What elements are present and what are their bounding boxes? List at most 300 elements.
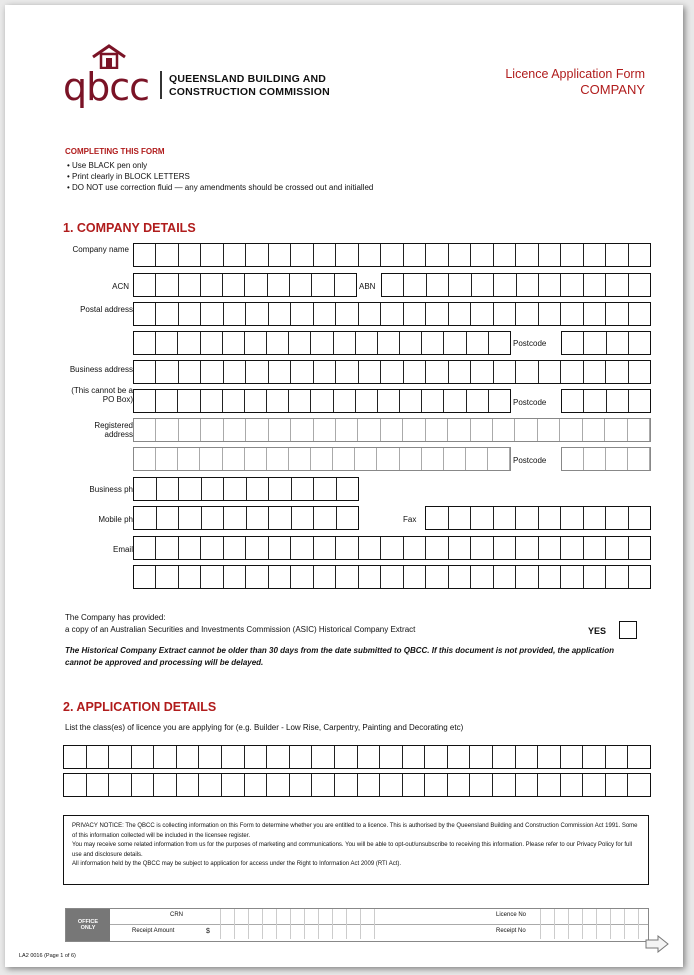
- char-box[interactable]: [134, 361, 156, 383]
- char-box[interactable]: [314, 361, 336, 383]
- char-box[interactable]: [245, 274, 267, 296]
- char-box[interactable]: [156, 390, 178, 412]
- char-box[interactable]: [247, 478, 270, 500]
- char-box[interactable]: [516, 774, 539, 796]
- mobile-phone-boxes[interactable]: [133, 506, 359, 530]
- char-box[interactable]: [336, 566, 358, 588]
- char-box[interactable]: [561, 746, 584, 768]
- char-box[interactable]: [291, 361, 313, 383]
- char-box[interactable]: [290, 274, 312, 296]
- char-box[interactable]: [358, 774, 381, 796]
- char-box[interactable]: [291, 537, 313, 559]
- char-box[interactable]: [289, 390, 311, 412]
- char-box[interactable]: [629, 361, 650, 383]
- char-box[interactable]: [629, 244, 650, 266]
- char-box[interactable]: [606, 774, 629, 796]
- char-box[interactable]: [333, 448, 355, 470]
- char-box[interactable]: [269, 507, 292, 529]
- char-box[interactable]: [493, 746, 516, 768]
- char-box[interactable]: [245, 746, 268, 768]
- char-box[interactable]: [134, 566, 156, 588]
- char-box[interactable]: [539, 303, 561, 325]
- char-box[interactable]: [312, 274, 334, 296]
- char-box[interactable]: [179, 419, 201, 441]
- char-box[interactable]: [449, 537, 471, 559]
- char-box[interactable]: [223, 332, 245, 354]
- char-box[interactable]: [560, 419, 582, 441]
- char-box[interactable]: [467, 332, 489, 354]
- char-box[interactable]: [267, 448, 289, 470]
- char-box[interactable]: [538, 774, 561, 796]
- char-box[interactable]: [314, 537, 336, 559]
- char-box[interactable]: [335, 746, 358, 768]
- char-box[interactable]: [336, 244, 358, 266]
- char-box[interactable]: [292, 478, 315, 500]
- char-box[interactable]: [448, 746, 471, 768]
- char-box[interactable]: [561, 303, 583, 325]
- char-box[interactable]: [224, 244, 246, 266]
- postal-address-boxes-2[interactable]: [133, 331, 511, 355]
- char-box[interactable]: [516, 303, 538, 325]
- char-box[interactable]: [561, 274, 583, 296]
- char-box[interactable]: [584, 507, 607, 529]
- char-box[interactable]: [606, 448, 628, 470]
- char-box[interactable]: [629, 303, 650, 325]
- char-box[interactable]: [584, 244, 606, 266]
- char-box[interactable]: [269, 361, 291, 383]
- char-box[interactable]: [467, 390, 489, 412]
- char-box[interactable]: [381, 537, 403, 559]
- char-box[interactable]: [314, 566, 336, 588]
- char-box[interactable]: [359, 537, 381, 559]
- char-box[interactable]: [267, 746, 290, 768]
- char-box[interactable]: [134, 303, 156, 325]
- char-box[interactable]: [629, 332, 650, 354]
- char-box[interactable]: [178, 390, 200, 412]
- char-box[interactable]: [422, 390, 444, 412]
- char-box[interactable]: [381, 566, 403, 588]
- char-box[interactable]: [584, 303, 606, 325]
- char-box[interactable]: [247, 507, 270, 529]
- char-box[interactable]: [382, 274, 404, 296]
- char-box[interactable]: [311, 332, 333, 354]
- char-box[interactable]: [269, 566, 291, 588]
- char-box[interactable]: [449, 303, 471, 325]
- char-box[interactable]: [516, 507, 539, 529]
- char-box[interactable]: [606, 303, 628, 325]
- char-box[interactable]: [312, 774, 335, 796]
- char-box[interactable]: [628, 774, 650, 796]
- char-box[interactable]: [494, 537, 516, 559]
- char-box[interactable]: [199, 774, 222, 796]
- char-box[interactable]: [471, 419, 493, 441]
- char-box[interactable]: [449, 566, 471, 588]
- char-box[interactable]: [380, 746, 403, 768]
- char-box[interactable]: [562, 332, 584, 354]
- char-box[interactable]: [448, 774, 471, 796]
- char-box[interactable]: [337, 478, 359, 500]
- char-box[interactable]: [177, 746, 200, 768]
- char-box[interactable]: [606, 746, 629, 768]
- char-box[interactable]: [425, 746, 448, 768]
- char-box[interactable]: [87, 774, 110, 796]
- char-box[interactable]: [606, 537, 628, 559]
- char-box[interactable]: [179, 274, 201, 296]
- char-box[interactable]: [177, 774, 200, 796]
- char-box[interactable]: [201, 537, 223, 559]
- licence-class-boxes-2[interactable]: [63, 773, 651, 797]
- char-box[interactable]: [562, 390, 584, 412]
- char-box[interactable]: [156, 537, 178, 559]
- char-box[interactable]: [200, 448, 222, 470]
- char-box[interactable]: [336, 419, 358, 441]
- char-box[interactable]: [494, 274, 516, 296]
- char-box[interactable]: [179, 303, 201, 325]
- char-box[interactable]: [179, 361, 201, 383]
- char-box[interactable]: [154, 746, 177, 768]
- char-box[interactable]: [156, 566, 178, 588]
- char-box[interactable]: [355, 448, 377, 470]
- char-box[interactable]: [179, 537, 201, 559]
- char-box[interactable]: [358, 419, 380, 441]
- char-box[interactable]: [539, 566, 561, 588]
- registered-address-boxes-1[interactable]: [133, 418, 651, 442]
- char-box[interactable]: [246, 566, 268, 588]
- char-box[interactable]: [378, 332, 400, 354]
- char-box[interactable]: [201, 303, 223, 325]
- char-box[interactable]: [199, 746, 222, 768]
- business-postcode-boxes[interactable]: [561, 389, 651, 413]
- postal-postcode-boxes[interactable]: [561, 331, 651, 355]
- char-box[interactable]: [157, 507, 180, 529]
- char-box[interactable]: [584, 390, 606, 412]
- char-box[interactable]: [222, 746, 245, 768]
- char-box[interactable]: [337, 507, 359, 529]
- char-box[interactable]: [628, 746, 650, 768]
- char-box[interactable]: [201, 390, 223, 412]
- char-box[interactable]: [404, 244, 426, 266]
- char-box[interactable]: [629, 566, 650, 588]
- char-box[interactable]: [404, 303, 426, 325]
- char-box[interactable]: [607, 390, 629, 412]
- char-box[interactable]: [444, 390, 466, 412]
- char-box[interactable]: [381, 419, 403, 441]
- char-box[interactable]: [291, 244, 313, 266]
- char-box[interactable]: [156, 448, 178, 470]
- char-box[interactable]: [400, 332, 422, 354]
- char-box[interactable]: [291, 419, 313, 441]
- char-box[interactable]: [494, 507, 517, 529]
- char-box[interactable]: [314, 244, 336, 266]
- char-box[interactable]: [311, 390, 333, 412]
- char-box[interactable]: [494, 244, 516, 266]
- char-box[interactable]: [311, 448, 333, 470]
- char-box[interactable]: [489, 332, 510, 354]
- char-box[interactable]: [156, 274, 178, 296]
- char-box[interactable]: [268, 274, 290, 296]
- char-box[interactable]: [224, 507, 247, 529]
- char-box[interactable]: [449, 244, 471, 266]
- char-box[interactable]: [584, 361, 606, 383]
- char-box[interactable]: [444, 448, 466, 470]
- char-box[interactable]: [201, 361, 223, 383]
- char-box[interactable]: [629, 274, 650, 296]
- char-box[interactable]: [400, 390, 422, 412]
- char-box[interactable]: [449, 274, 471, 296]
- char-box[interactable]: [494, 566, 516, 588]
- char-box[interactable]: [289, 448, 311, 470]
- char-box[interactable]: [605, 419, 627, 441]
- char-box[interactable]: [109, 774, 132, 796]
- char-box[interactable]: [444, 332, 466, 354]
- char-box[interactable]: [292, 507, 315, 529]
- char-box[interactable]: [356, 332, 378, 354]
- char-box[interactable]: [134, 419, 156, 441]
- char-box[interactable]: [494, 303, 516, 325]
- char-box[interactable]: [334, 390, 356, 412]
- char-box[interactable]: [538, 419, 560, 441]
- char-box[interactable]: [606, 507, 629, 529]
- char-box[interactable]: [291, 303, 313, 325]
- char-box[interactable]: [494, 361, 516, 383]
- char-box[interactable]: [381, 303, 403, 325]
- char-box[interactable]: [381, 244, 403, 266]
- char-box[interactable]: [561, 244, 583, 266]
- char-box[interactable]: [267, 390, 289, 412]
- char-box[interactable]: [471, 361, 493, 383]
- char-box[interactable]: [628, 419, 650, 441]
- business-address-boxes-1[interactable]: [133, 360, 651, 384]
- char-box[interactable]: [425, 774, 448, 796]
- char-box[interactable]: [539, 244, 561, 266]
- char-box[interactable]: [629, 537, 650, 559]
- char-box[interactable]: [335, 274, 356, 296]
- char-box[interactable]: [201, 274, 223, 296]
- char-box[interactable]: [584, 448, 606, 470]
- char-box[interactable]: [246, 537, 268, 559]
- char-box[interactable]: [561, 774, 584, 796]
- asic-yes-checkbox[interactable]: [619, 621, 637, 639]
- char-box[interactable]: [269, 419, 291, 441]
- char-box[interactable]: [201, 244, 223, 266]
- char-box[interactable]: [606, 244, 628, 266]
- char-box[interactable]: [583, 774, 606, 796]
- char-box[interactable]: [178, 332, 200, 354]
- char-box[interactable]: [178, 448, 200, 470]
- char-box[interactable]: [223, 390, 245, 412]
- char-box[interactable]: [471, 566, 493, 588]
- char-box[interactable]: [269, 244, 291, 266]
- email-boxes-2[interactable]: [133, 565, 651, 589]
- char-box[interactable]: [489, 390, 510, 412]
- char-box[interactable]: [157, 478, 180, 500]
- char-box[interactable]: [314, 507, 337, 529]
- char-box[interactable]: [629, 390, 650, 412]
- char-box[interactable]: [223, 448, 245, 470]
- char-box[interactable]: [291, 566, 313, 588]
- char-box[interactable]: [245, 390, 267, 412]
- char-box[interactable]: [449, 361, 471, 383]
- char-box[interactable]: [179, 507, 202, 529]
- char-box[interactable]: [87, 746, 110, 768]
- char-box[interactable]: [64, 774, 87, 796]
- char-box[interactable]: [335, 774, 358, 796]
- char-box[interactable]: [404, 566, 426, 588]
- char-box[interactable]: [516, 746, 539, 768]
- business-phone-boxes[interactable]: [133, 477, 359, 501]
- char-box[interactable]: [403, 419, 425, 441]
- char-box[interactable]: [449, 507, 472, 529]
- char-box[interactable]: [134, 537, 156, 559]
- char-box[interactable]: [378, 390, 400, 412]
- char-box[interactable]: [606, 361, 628, 383]
- char-box[interactable]: [201, 566, 223, 588]
- char-box[interactable]: [400, 448, 422, 470]
- licence-class-boxes-1[interactable]: [63, 745, 651, 769]
- char-box[interactable]: [156, 361, 178, 383]
- char-box[interactable]: [377, 448, 399, 470]
- char-box[interactable]: [314, 419, 336, 441]
- char-box[interactable]: [246, 419, 268, 441]
- char-box[interactable]: [179, 566, 201, 588]
- char-box[interactable]: [224, 361, 246, 383]
- char-box[interactable]: [584, 332, 606, 354]
- char-box[interactable]: [267, 774, 290, 796]
- char-box[interactable]: [245, 774, 268, 796]
- char-box[interactable]: [471, 244, 493, 266]
- abn-boxes[interactable]: [381, 273, 651, 297]
- acn-boxes[interactable]: [133, 273, 357, 297]
- char-box[interactable]: [584, 566, 606, 588]
- char-box[interactable]: [134, 332, 156, 354]
- char-box[interactable]: [583, 419, 605, 441]
- char-box[interactable]: [269, 537, 291, 559]
- char-box[interactable]: [538, 746, 561, 768]
- char-box[interactable]: [606, 274, 628, 296]
- company-name-boxes[interactable]: [133, 243, 651, 267]
- char-box[interactable]: [584, 274, 606, 296]
- char-box[interactable]: [132, 774, 155, 796]
- char-box[interactable]: [223, 274, 245, 296]
- char-box[interactable]: [562, 448, 584, 470]
- char-box[interactable]: [336, 303, 358, 325]
- char-box[interactable]: [561, 361, 583, 383]
- char-box[interactable]: [404, 537, 426, 559]
- char-box[interactable]: [202, 478, 225, 500]
- char-box[interactable]: [359, 566, 381, 588]
- char-box[interactable]: [427, 274, 449, 296]
- char-box[interactable]: [224, 537, 246, 559]
- char-box[interactable]: [336, 361, 358, 383]
- next-page-arrow-icon[interactable]: [645, 935, 669, 953]
- char-box[interactable]: [539, 537, 561, 559]
- char-box[interactable]: [134, 448, 156, 470]
- char-box[interactable]: [64, 746, 87, 768]
- email-boxes-1[interactable]: [133, 536, 651, 560]
- char-box[interactable]: [628, 448, 650, 470]
- business-address-boxes-2[interactable]: [133, 389, 511, 413]
- char-box[interactable]: [539, 361, 561, 383]
- char-box[interactable]: [470, 774, 493, 796]
- char-box[interactable]: [359, 244, 381, 266]
- char-box[interactable]: [179, 478, 202, 500]
- char-box[interactable]: [314, 478, 337, 500]
- char-box[interactable]: [426, 244, 448, 266]
- char-box[interactable]: [426, 361, 448, 383]
- char-box[interactable]: [422, 448, 444, 470]
- char-box[interactable]: [156, 244, 178, 266]
- char-box[interactable]: [404, 361, 426, 383]
- char-box[interactable]: [471, 537, 493, 559]
- char-box[interactable]: [561, 507, 584, 529]
- char-box[interactable]: [222, 774, 245, 796]
- char-box[interactable]: [201, 332, 223, 354]
- char-box[interactable]: [403, 774, 426, 796]
- char-box[interactable]: [561, 566, 583, 588]
- char-box[interactable]: [516, 244, 538, 266]
- char-box[interactable]: [156, 332, 178, 354]
- char-box[interactable]: [245, 332, 267, 354]
- char-box[interactable]: [246, 303, 268, 325]
- char-box[interactable]: [201, 419, 223, 441]
- char-box[interactable]: [404, 274, 426, 296]
- char-box[interactable]: [356, 390, 378, 412]
- char-box[interactable]: [202, 507, 225, 529]
- char-box[interactable]: [290, 746, 313, 768]
- char-box[interactable]: [516, 566, 538, 588]
- char-box[interactable]: [607, 332, 629, 354]
- char-box[interactable]: [426, 303, 448, 325]
- char-box[interactable]: [380, 774, 403, 796]
- char-box[interactable]: [267, 332, 289, 354]
- char-box[interactable]: [516, 361, 538, 383]
- char-box[interactable]: [470, 746, 493, 768]
- char-box[interactable]: [539, 507, 562, 529]
- char-box[interactable]: [516, 537, 538, 559]
- char-box[interactable]: [134, 244, 156, 266]
- char-box[interactable]: [426, 537, 448, 559]
- registered-postcode-boxes[interactable]: [561, 447, 651, 471]
- char-box[interactable]: [245, 448, 267, 470]
- char-box[interactable]: [517, 274, 539, 296]
- char-box[interactable]: [109, 746, 132, 768]
- char-box[interactable]: [471, 507, 494, 529]
- fax-boxes[interactable]: [425, 506, 651, 530]
- char-box[interactable]: [583, 746, 606, 768]
- char-box[interactable]: [134, 390, 156, 412]
- char-box[interactable]: [224, 303, 246, 325]
- char-box[interactable]: [154, 774, 177, 796]
- char-box[interactable]: [629, 507, 651, 529]
- char-box[interactable]: [290, 774, 313, 796]
- char-box[interactable]: [224, 478, 247, 500]
- char-box[interactable]: [561, 537, 583, 559]
- char-box[interactable]: [381, 361, 403, 383]
- registered-address-boxes-2[interactable]: [133, 447, 511, 471]
- char-box[interactable]: [314, 303, 336, 325]
- char-box[interactable]: [493, 774, 516, 796]
- char-box[interactable]: [224, 566, 246, 588]
- char-box[interactable]: [493, 419, 515, 441]
- char-box[interactable]: [466, 448, 488, 470]
- char-box[interactable]: [358, 746, 381, 768]
- char-box[interactable]: [134, 274, 156, 296]
- char-box[interactable]: [336, 537, 358, 559]
- char-box[interactable]: [134, 507, 157, 529]
- char-box[interactable]: [448, 419, 470, 441]
- char-box[interactable]: [156, 303, 178, 325]
- char-box[interactable]: [269, 303, 291, 325]
